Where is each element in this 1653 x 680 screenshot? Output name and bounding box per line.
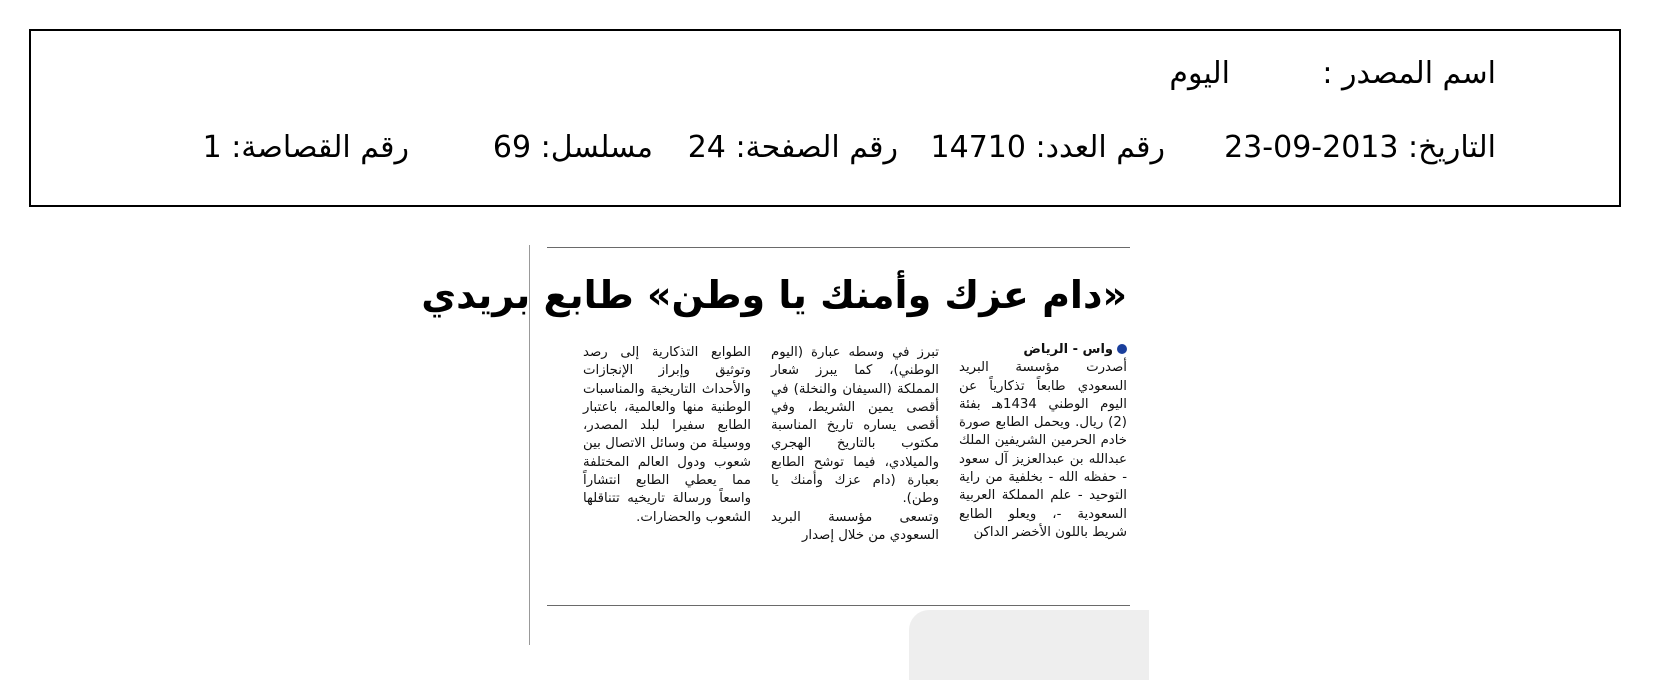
byline [959, 341, 1127, 359]
date-field: التاريخ: 2013-09-23 [1224, 130, 1496, 165]
article-column-2 [771, 344, 939, 545]
article-headline: «دام عزك وأمنك يا وطن» طابع بريدي [421, 273, 1127, 317]
article-column-3 [583, 344, 751, 527]
clip-number-field: رقم القصاصة: 1 [202, 130, 409, 165]
source-value: اليوم [1169, 56, 1230, 91]
paragraph: أصدرت مؤسسة البريد السعودي طابعاً تذكارياً عن اليوم الوطني 1434هـ بفئة (2) ريال. ويحمل الطابع صورة خادم الحرمين الشريفين الملك عبدالله بن عبدالعزيز آل سعود - حفظه الله - بخلفية من راية التوحيد - علم المملكة العربية السعودية -، ويعلو الطابع شريط باللون الأخضر الداكن [959, 360, 1127, 540]
newspaper-clipping [421, 245, 1149, 645]
source-label: اسم المصدر : [1322, 56, 1496, 91]
article-column-1 [959, 341, 1127, 542]
byline-text: واس - الرياض [1023, 342, 1113, 357]
paragraph: الطوابع التذكارية إلى رصد وتوثيق وإبراز الإنجازات والأحداث التاريخية والمناسبات الوطنية منها والعالمية، باعتبار الطابع سفيرا لبلد المصدر، ووسيلة من وسائل الاتصال بين شعوب ودول العالم المختلفة مما يعطي الطابع انتشاراً واسعاً ورسالة تاريخيه تتناقلها الشعوب والحضارات. [583, 345, 751, 525]
bullet-icon [1117, 344, 1127, 354]
issue-field: رقم العدد: 14710 [930, 130, 1165, 165]
serial-field: مسلسل: 69 [492, 130, 653, 165]
paragraph: تبرز في وسطه عبارة (اليوم الوطني)، كما يبرز شعار المملكة (السيفان والنخلة) في أقصى يمين الشريط، وفي أقصى يساره تاريخ المناسبة مكتوب بالتاريخ الهجري والميلادي، فيما توشح الطابع بعبارة (دام عزك وأمنك يا وطن). [771, 345, 939, 507]
page-field: رقم الصفحة: 24 [687, 130, 898, 165]
paragraph: وتسعى مؤسسة البريد السعودي من خلال إصدار [771, 509, 939, 543]
bottom-rule [547, 605, 1130, 606]
top-rule [547, 247, 1130, 248]
watermark-shape [909, 610, 1149, 680]
